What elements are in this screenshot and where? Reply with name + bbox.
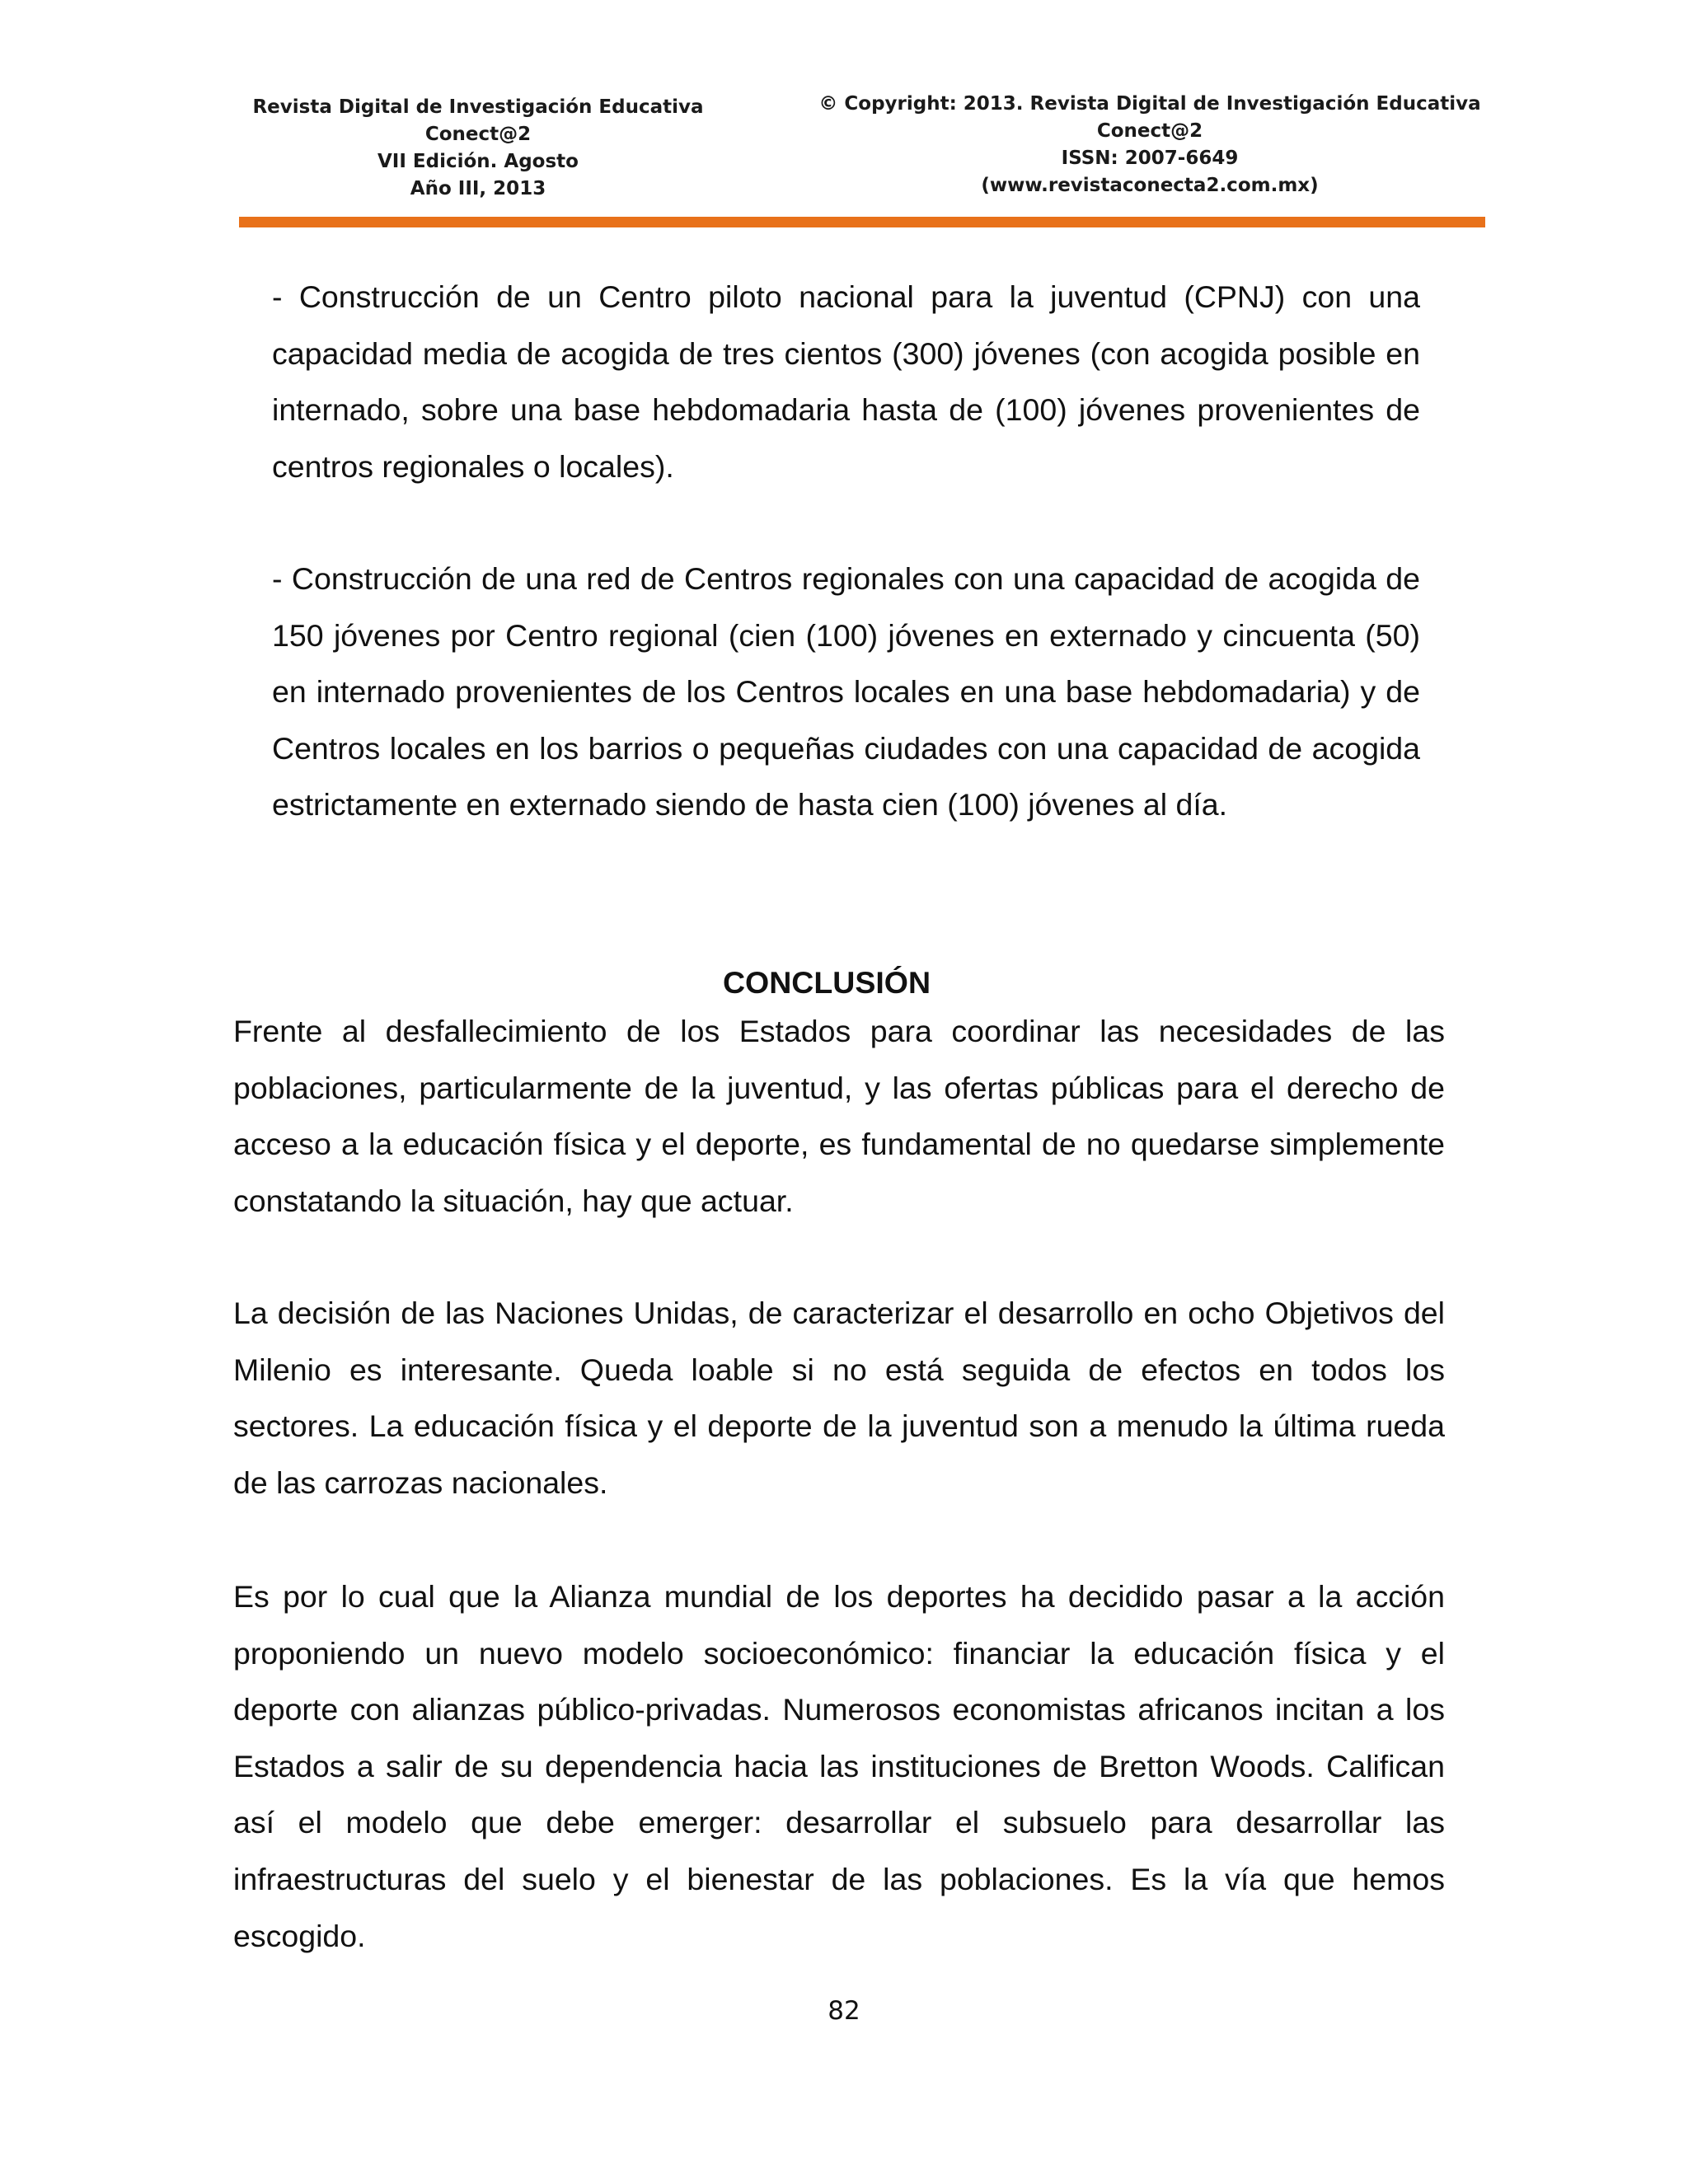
journal-short-name-right: Conect@2 — [1096, 120, 1203, 142]
edition-label: VII Edición. Agosto — [377, 151, 579, 172]
header-divider — [239, 217, 1485, 227]
copyright-notice: © Copyright: 2013. Revista Digital de Investigación Educativa — [818, 93, 1481, 115]
journal-name: Revista Digital de Investigación Educativa — [252, 96, 704, 118]
journal-website: (www.revistaconecta2.com.mx) — [981, 175, 1319, 196]
bullet-paragraph-cpnj: - Construcción de un Centro piloto nacional para la juventud (CPNJ) con una capacidad media de acogida de tres cientos (300) jóvenes (con acogida posible en internado, sobre una base hebdomadaria hasta de (100) jóvenes provenientes de centros regionales o locales). — [272, 279, 1420, 484]
journal-header-left — [239, 94, 717, 203]
year-label: Año III, 2013 — [410, 178, 546, 199]
page-number: 82 — [828, 1996, 860, 2026]
journal-short-name: Conect@2 — [424, 124, 532, 145]
conclusion-paragraph-2: La decisión de las Naciones Unidas, de caracterizar el desarrollo en ocho Objetivos del Milenio es interesante. Queda loable si no está seguida de efectos en todos los sectores. La educación física y el deporte de la juventud son a menudo la última rueda de las carrozas nacionales. — [233, 1296, 1445, 1500]
conclusion-paragraph-3: Es por lo cual que la Alianza mundial de los deportes ha decidido pasar a la acción proponiendo un nuevo modelo socioeconómico: financiar la educación física y el deporte con alianzas público-privadas. Numerosos economistas africanos incitan a los Estados a salir de su dependencia hacia las instituciones de Bretton Woods. Califican así el modelo que debe emerger: desarrollar el subsuelo para desarrollar las infraestructuras del suelo y el bienestar de las poblaciones. Es la vía que hemos escogido. — [233, 1579, 1445, 1953]
issn-label: ISSN: 2007-6649 — [1061, 148, 1239, 169]
bullet-paragraph-regional-centers: - Construcción de una red de Centros regionales con una capacidad de acogida de 150 jóvenes por Centro regional (cien (100) jóvenes en externado y cincuenta (50) en internado provenientes de los Centros locales en una base hebdomadaria) y de Centros locales en los barrios o pequeñas ciudades con una capacidad de acogida estrictamente en externado siendo de hasta cien (100) jóvenes al día. — [272, 561, 1420, 823]
section-heading: CONCLUSIÓN — [722, 965, 931, 1000]
conclusion-paragraph-1: Frente al desfallecimiento de los Estados para coordinar las necesidades de las poblaciones, particularmente de la juventud, y las ofertas públicas para el derecho de acceso a la educación física y el deporte, es fundamental de no quedarse simplemente constatando la situación, hay que actuar. — [233, 1014, 1445, 1218]
journal-header-right — [816, 91, 1484, 199]
